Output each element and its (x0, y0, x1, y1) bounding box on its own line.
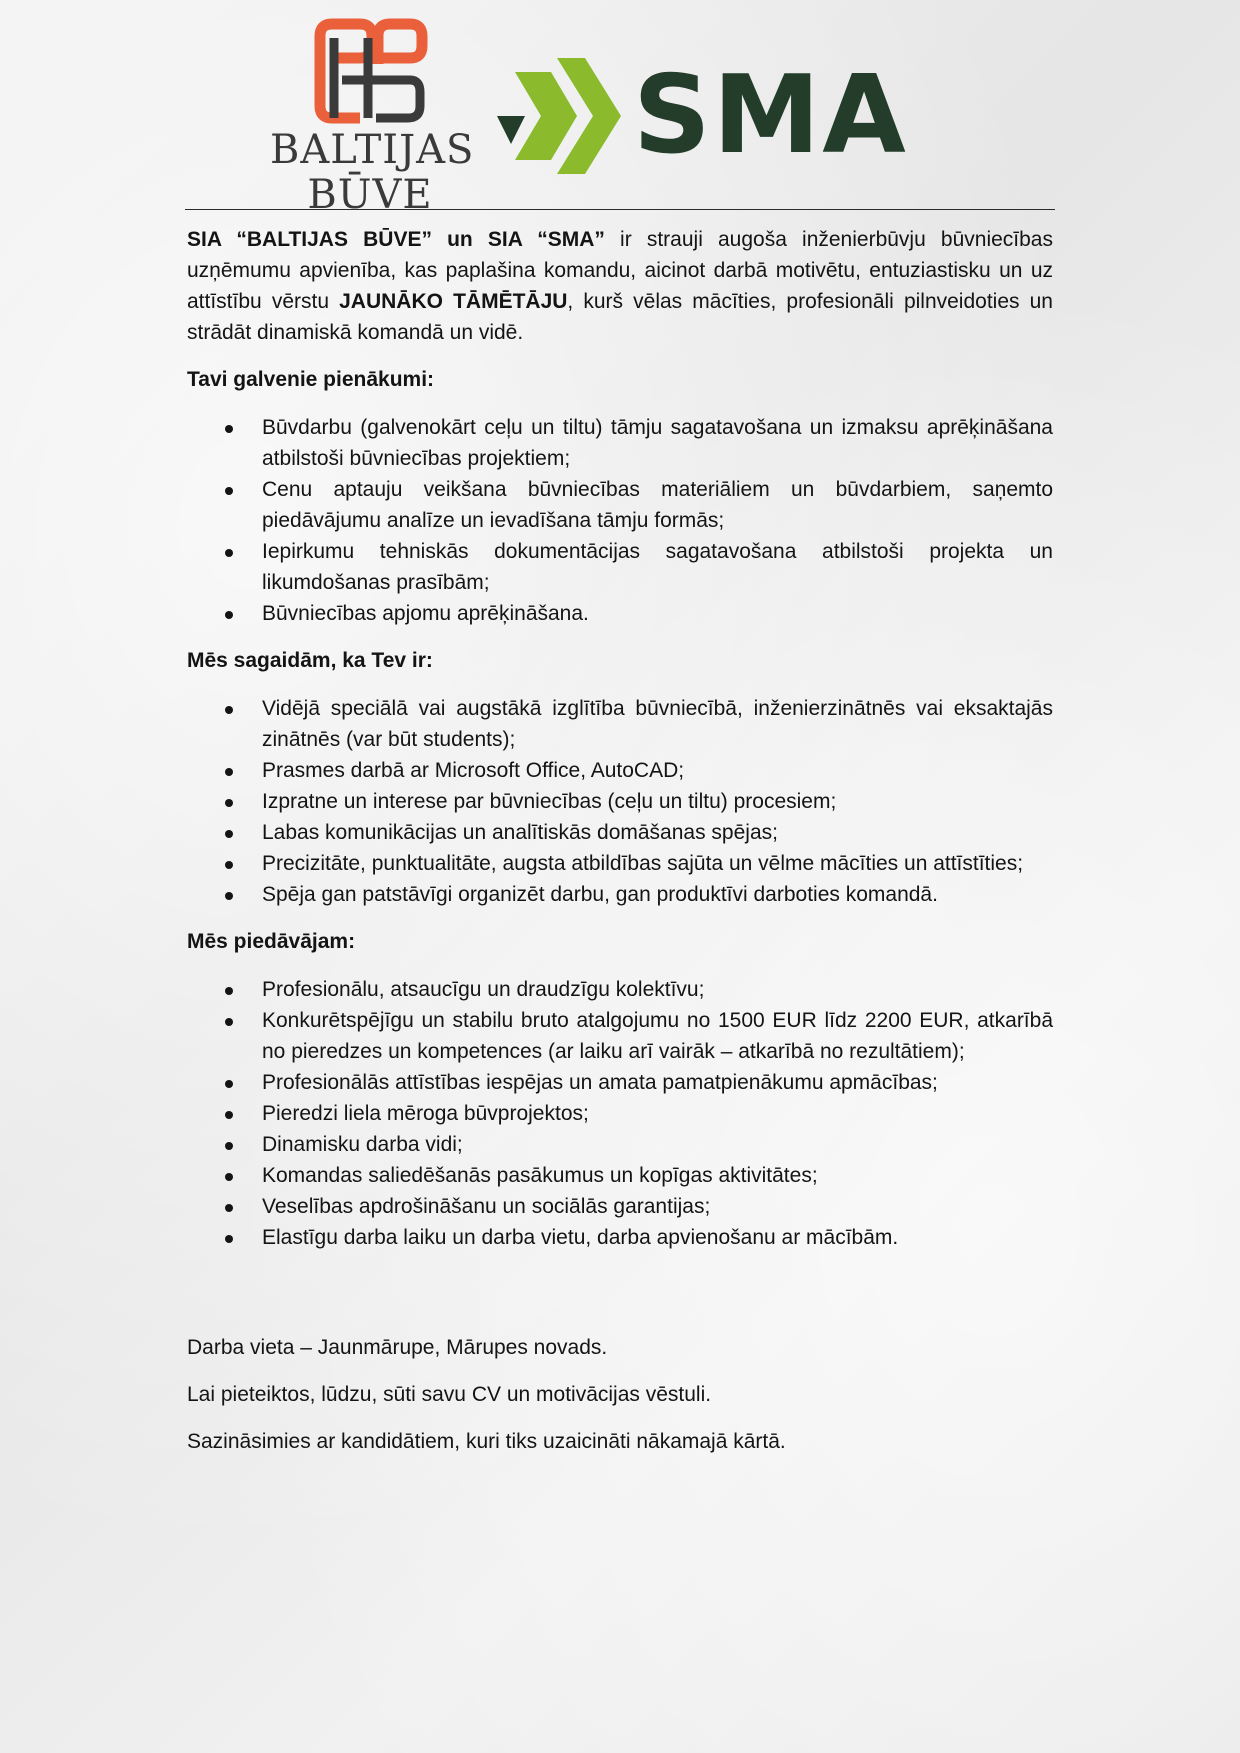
list-item-text: Cenu aptauju veikšana būvniecības materiāliem un būvdarbiem, saņemto piedāvājumu analīze un ievadīšana tāmju formās; (262, 478, 1053, 532)
offer-list (187, 974, 1053, 1253)
list-item-text: Labas komunikācijas un analītiskās domāšanas spējas; (262, 821, 778, 844)
bullet-icon (225, 768, 233, 776)
baltijas-buve-logo-line2: BŪVE (307, 172, 433, 218)
baltijas-buve-logo-mark (312, 18, 428, 126)
list-item-text: Konkurētspējīgu un stabilu bruto atalgojumu no 1500 EUR līdz 2200 EUR, atkarībā no pieredzes un kompetences (ar laiku arī vairāk – atkarībā no rezultātiem); (262, 1009, 1053, 1063)
sma-logo-word: SMA (633, 53, 908, 178)
intro-text-2: , kurš vēlas mācīties, profesionāli pilnveidoties un strādāt dinamiskā komandā un vidē. (187, 290, 1053, 344)
list-item-text: Būvdarbu (galvenokārt ceļu un tiltu) tāmju sagatavošana un izmaksu aprēķināšana atbilstoši būvniecības projektiem; (262, 416, 1053, 470)
list-item-text: Dinamisku darba vidi; (262, 1133, 463, 1156)
list-item (187, 848, 1053, 879)
list-item-text: Profesionālu, atsaucīgu un draudzīgu kolektīvu; (262, 978, 705, 1001)
bullet-icon (225, 861, 233, 869)
list-item (187, 536, 1053, 598)
bullet-icon (225, 987, 233, 995)
requirements-heading: Mēs sagaidām, ka Tev ir: (187, 649, 433, 672)
bullet-icon (225, 830, 233, 838)
list-item (187, 412, 1053, 474)
spacer (187, 1269, 1053, 1316)
bullet-icon (225, 611, 233, 619)
requirements-list (187, 693, 1053, 910)
list-item-text: Profesionālās attīstības iespējas un amata pamatpienākumu apmācības; (262, 1071, 938, 1094)
list-item-text: Prasmes darbā ar Microsoft Office, AutoCAD; (262, 759, 685, 782)
list-item (187, 1129, 1053, 1160)
intro-paragraph (187, 224, 1053, 348)
apply-instructions: Lai pieteiktos, lūdzu, sūti savu CV un motivācijas vēstuli. (187, 1383, 712, 1406)
list-item (187, 1222, 1053, 1253)
bullet-icon (225, 892, 233, 900)
list-item-text: Pieredzi liela mēroga būvprojektos; (262, 1102, 589, 1125)
list-item-text: Vidējā speciālā vai augstākā izglītība būvniecībā, inženierzinātnēs vai eksaktajās zinātnēs (var būt students); (262, 697, 1053, 751)
duties-heading: Tavi galvenie pienākumi: (187, 368, 435, 391)
list-item (187, 1191, 1053, 1222)
list-item (187, 1067, 1053, 1098)
work-location: Darba vieta – Jaunmārupe, Mārupes novads. (187, 1336, 608, 1359)
list-item-text: Iepirkumu tehniskās dokumentācijas sagatavošana atbilstoši projekta un likumdošanas prasībām; (262, 540, 1053, 594)
bullet-icon (225, 425, 233, 433)
contact-note: Sazināsimies ar kandidātiem, kuri tiks uzaicināti nākamajā kārtā. (187, 1430, 786, 1453)
offer-heading: Mēs piedāvājam: (187, 930, 356, 953)
list-item (187, 817, 1053, 848)
sma-logo-arrows-icon (495, 58, 625, 174)
posting-content (187, 224, 1053, 1457)
bullet-icon (225, 1018, 233, 1026)
list-item (187, 693, 1053, 755)
bullet-icon (225, 799, 233, 807)
list-item-text: Izpratne un interese par būvniecības (ceļu un tiltu) procesiem; (262, 790, 837, 813)
bullet-icon (225, 706, 233, 714)
bullet-icon (225, 1080, 233, 1088)
list-item (187, 879, 1053, 910)
intro-text-1: ir strauji augoša inženierbūvju būvniecības uzņēmumu apvienība, kas paplašina komandu, aicinot darbā motivētu, entuziastisku un uz attīstību vērstu (187, 228, 1053, 313)
position-title: JAUNĀKO TĀMĒTĀJU (339, 290, 568, 313)
list-item-text: Būvniecības apjomu aprēķināšana. (262, 602, 589, 625)
bullet-icon (225, 1173, 233, 1181)
bullet-icon (225, 1142, 233, 1150)
list-item (187, 786, 1053, 817)
list-item-text: Spēja gan patstāvīgi organizēt darbu, gan produktīvi darboties komandā. (262, 883, 938, 906)
list-item (187, 755, 1053, 786)
list-item (187, 1160, 1053, 1191)
company-names: SIA “BALTIJAS BŪVE” un SIA “SMA” (187, 228, 605, 251)
list-item-text: Veselības apdrošināšanu un sociālās garantijas; (262, 1195, 711, 1218)
list-item (187, 474, 1053, 536)
list-item-text: Komandas saliedēšanās pasākumus un kopīgas aktivitātes; (262, 1164, 818, 1187)
bullet-icon (225, 487, 233, 495)
list-item (187, 1098, 1053, 1129)
list-item (187, 1005, 1053, 1067)
duties-list (187, 412, 1053, 629)
baltijas-buve-logo (270, 18, 475, 218)
list-item-text: Elastīgu darba laiku un darba vietu, darba apvienošanu ar mācībām. (262, 1226, 899, 1249)
sma-logo (495, 53, 935, 178)
list-item-text: Precizitāte, punktualitāte, augsta atbildības sajūta un vēlme mācīties un attīstīties; (262, 852, 1024, 875)
list-item (187, 974, 1053, 1005)
header-divider (185, 209, 1055, 210)
bullet-icon (225, 1111, 233, 1119)
baltijas-buve-logo-line1: BALTIJAS (270, 127, 475, 173)
list-item (187, 598, 1053, 629)
bullet-icon (225, 549, 233, 557)
bullet-icon (225, 1235, 233, 1243)
bullet-icon (225, 1204, 233, 1212)
